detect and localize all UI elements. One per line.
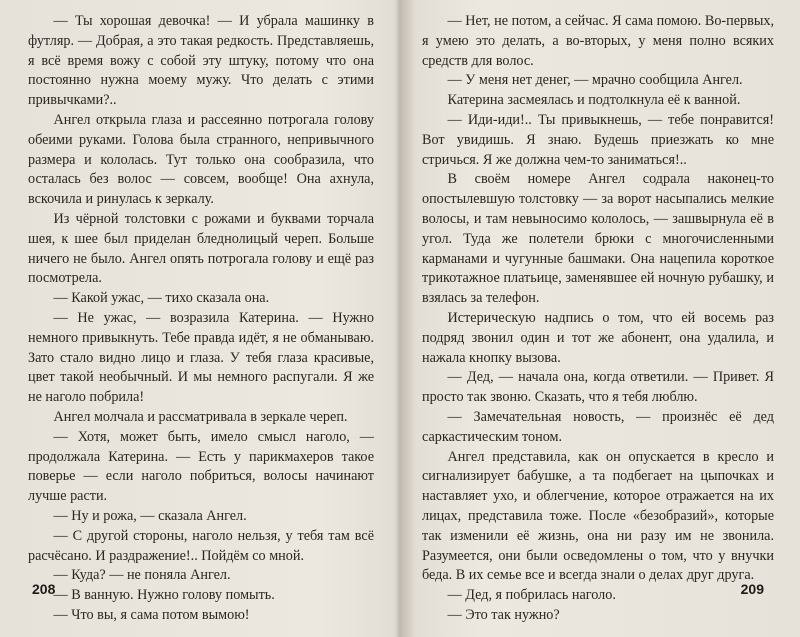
paragraph: — Куда? — не поняла Ангел. bbox=[53, 567, 231, 584]
paragraph: — Иди-иди!.. Ты привыкнешь, — тебе понравится! Вот увидишь. Я знаю. Будешь приезжать ко мне стричься. Я же должна чем-то заниматься!.. bbox=[422, 111, 774, 168]
page-number-left: 208 bbox=[32, 581, 56, 597]
paragraph: — У меня нет денег, — мрачно сообщила Ангел. bbox=[447, 72, 743, 89]
page-number-right: 209 bbox=[740, 581, 764, 597]
right-page bbox=[400, 0, 800, 637]
paragraph: Ангел открыла глаза и рассеянно потрогала голову обеими руками. Голова была странного, непривычного размера и кололась. Тут только она сообразила, что осталась без волос — совсем, вообще! Она ахнула, вскочила и ринулась к зеркалу. bbox=[28, 111, 374, 208]
right-page-text bbox=[422, 12, 774, 626]
paragraph: — Нет, не потом, а сейчас. Я сама помою. Во-первых, я умею это делать, а во-вторых, у меня полно всяких средств для волос. bbox=[422, 13, 774, 69]
paragraph: Катерина засмеялась и подтолкнула её к ванной. bbox=[447, 92, 741, 109]
paragraph: — Что вы, я сама потом вымою! bbox=[53, 606, 250, 623]
paragraph: Ангел молчала и рассматривала в зеркале череп. bbox=[53, 408, 348, 425]
paragraph: Из чёрной толстовки с рожами и буквами торчала шея, к шее был приделан бледнолицый череп. Больше ничего не было. Ангел опять потрогала голову и ещё раз посмотрела. bbox=[28, 210, 374, 287]
paragraph: — Это так нужно? bbox=[447, 606, 560, 623]
paragraph: — Хотя, может быть, имело смысл наголо, — продолжала Катерина. — Есть у парикмахеров такое поверье — если наголо побриться, волосы начинают лучше расти. bbox=[28, 428, 374, 505]
paragraph: — Дед, я побрилась наголо. bbox=[447, 587, 616, 604]
paragraph: — С другой стороны, наголо нельзя, у тебя там всё расчёсано. И раздражение!.. Пойдём со мной. bbox=[28, 527, 374, 564]
paragraph: — В ванную. Нужно голову помыть. bbox=[53, 587, 275, 604]
left-page-text bbox=[28, 12, 374, 626]
paragraph: В своём номере Ангел содрала наконец-то опостылевшую толстовку — за ворот насыпались мелкие волосы, и там невыносимо кололось, — зашвырнула её в угол. Туда же полетели брюки с многочисленными карманами и чугунные башмаки. Она нацепила короткое трикотажное платьице, заменявшее ей ночную рубашку, и взялась за телефон. bbox=[422, 171, 774, 307]
paragraph: Ангел представила, как он опускается в кресло и сигнализирует бабушке, а та подбегает на цыпочках и наставляет ухо, и облегчение, которое отражается на их лицах, представила тоже. После «безобразий», которые так изменили её жизнь, она ни разу им не звонила. Разумеется, они были осведомлены о том, что у внучки беда. В их семье все и всегда знали о делах друг друга. bbox=[422, 448, 774, 584]
paragraph: — Не ужас, — возразила Катерина. — Нужно немного привыкнуть. Тебе правда идёт, я не обманываю. Зато стало видно лицо и глаза. У тебя глаза красивые, цвет такой необычный. И мы немного распугали. Я же не наголо побрила! bbox=[28, 309, 374, 406]
paragraph: — Ну и рожа, — сказала Ангел. bbox=[53, 507, 247, 524]
book-gutter bbox=[396, 0, 404, 637]
paragraph: Истерическую надпись о том, что ей восемь раз подряд звонил один и тот же абонент, она удалила, и нажала кнопку вызова. bbox=[422, 309, 774, 366]
paragraph: — Какой ужас, — тихо сказала она. bbox=[53, 290, 270, 307]
paragraph: — Дед, — начала она, когда ответили. — Привет. Я просто так звоню. Сказать, что я тебя люблю. bbox=[422, 369, 774, 406]
paragraph: — Замечательная новость, — произнёс её дед саркастическим тоном. bbox=[422, 408, 774, 445]
paragraph: — Ты хорошая девочка! — И убрала машинку в футляр. — Добрая, а это такая редкость. Представляешь, я всё время вожу с собой эту штуку, потому что она постоянно нужна моему мужу. Что делать с этими привычками?.. bbox=[28, 13, 374, 109]
